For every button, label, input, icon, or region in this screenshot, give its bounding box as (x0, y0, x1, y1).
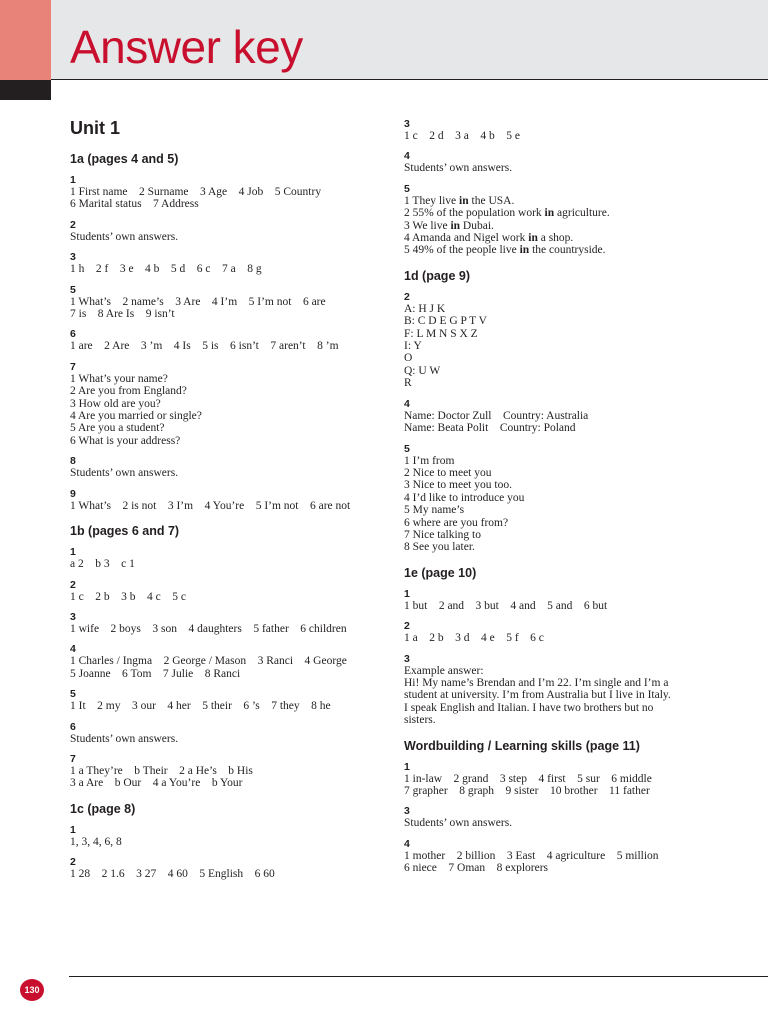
answer-line: 1 What’s 2 is not 3 I’m 4 You’re 5 I’m not 6 are not (70, 499, 351, 512)
section-heading: 1a (pages 4 and 5) (70, 152, 179, 166)
answer-line: 6 Marital status 7 Address (70, 198, 199, 211)
exercise-block (70, 284, 390, 321)
answer-line: 2 Are you from England? (70, 385, 187, 398)
section-heading: 1c (page 8) (70, 801, 136, 816)
exercise-number: 7 (70, 752, 76, 765)
answer-line: 3 How old are you? (70, 397, 161, 410)
answer-line: I speak English and Italian. I have two brothers but no (404, 701, 654, 714)
answer-line: 1 are 2 Are 3 ’m 4 Is 5 is 6 isn’t 7 aren’t 8 ’m (70, 340, 339, 353)
answer-line: 1 28 2 1.6 3 27 4 60 5 English 6 60 (70, 868, 275, 881)
answer-line: B: C D E G P T V (404, 315, 487, 328)
page-number-badge: 130 (20, 979, 44, 1001)
answer-line: A: H J K (404, 302, 446, 315)
exercise-number: 4 (404, 837, 410, 850)
answer-line: 7 Nice talking to (404, 528, 481, 541)
answer-line: Q: U W (404, 364, 441, 377)
answer-line: 4 I’d like to introduce you (404, 491, 525, 504)
answer-line: Students’ own answers. (70, 230, 179, 243)
answer-line: 1 but 2 and 3 but 4 and 5 and 6 but (404, 599, 608, 612)
exercise-block (70, 611, 390, 635)
exercise-block (404, 805, 744, 829)
answer-line: R (404, 377, 412, 390)
exercise-number: 2 (404, 620, 410, 633)
exercise-block (70, 688, 390, 712)
exercise-block (70, 753, 390, 790)
answer-line: 2 Nice to meet you (404, 466, 492, 479)
answer-line: Example answer: (404, 664, 484, 677)
answer-line: 5 Are you a student? (70, 422, 165, 435)
exercise-number: 3 (70, 610, 76, 623)
section-heading: Wordbuilding / Learning skills (page 11) (404, 738, 640, 753)
answer-line: 4 Amanda and Nigel work in a shop. (404, 232, 574, 245)
exercise-number: 2 (70, 578, 76, 591)
answer-line: 1 c 2 b 3 b 4 c 5 c (70, 590, 186, 603)
answer-line: 1 It 2 my 3 our 4 her 5 their 6 ’s 7 they 8 he (70, 700, 331, 713)
exercise-number: 1 (404, 760, 410, 773)
answer-line: Students’ own answers. (70, 732, 179, 745)
exercise-number: 2 (70, 218, 76, 231)
exercise-number: 1 (70, 174, 76, 186)
exercise-block (404, 118, 744, 142)
answer-line: Students’ own answers. (404, 162, 513, 175)
answer-line: F: L M N S X Z (404, 327, 478, 340)
answer-line: 1 First name 2 Surname 3 Age 4 Job 5 Country (70, 186, 322, 198)
exercise-block (70, 219, 390, 243)
exercise-block (70, 546, 390, 570)
answer-line: 1 mother 2 billion 3 East 4 agriculture 5 million (404, 849, 659, 862)
exercise-number: 9 (70, 487, 76, 500)
exercise-number: 3 (70, 251, 76, 264)
answer-line: 1 They live in the USA. (404, 194, 515, 207)
answer-line: 1 What’s your name? (70, 372, 168, 385)
footer-divider (69, 976, 768, 977)
answer-line: a 2 b 3 c 1 (70, 558, 135, 571)
exercise-block (404, 183, 744, 257)
exercise-number: 5 (70, 283, 76, 296)
answer-line: 6 where are you from? (404, 516, 509, 529)
answer-line: Students’ own answers. (70, 467, 179, 480)
answer-line: 1 a They’re b Their 2 a He’s b His (70, 764, 253, 777)
answer-line: Students’ own answers. (404, 817, 513, 830)
exercise-number: 6 (70, 328, 76, 341)
exercise-block (70, 579, 390, 603)
exercise-block (404, 398, 744, 435)
unit-heading: Unit 1 (70, 118, 121, 138)
exercise-block (70, 488, 390, 512)
exercise-number: 1 (404, 587, 410, 600)
exercise-block (70, 824, 390, 848)
exercise-number: 4 (404, 397, 410, 410)
exercise-block (404, 443, 744, 554)
answer-line: 3 Nice to meet you too. (404, 479, 512, 492)
answer-line: 7 grapher 8 graph 9 sister 10 brother 11 father (404, 785, 650, 797)
answer-line: 5 Joanne 6 Tom 7 Julie 8 Ranci (70, 667, 241, 680)
exercise-block (404, 291, 744, 390)
exercise-number: 3 (404, 118, 410, 130)
exercise-number: 4 (404, 150, 410, 163)
answer-line: 1 I’m from (404, 454, 455, 467)
exercise-number: 5 (70, 688, 76, 701)
section-heading: 1d (page 9) (404, 268, 470, 283)
answer-line: 3 a Are b Our 4 a You’re b Your (70, 777, 243, 790)
exercise-number: 1 (70, 823, 76, 836)
exercise-number: 4 (70, 643, 76, 656)
exercise-number: 7 (70, 360, 76, 373)
exercise-block (404, 588, 744, 612)
answer-line: 2 55% of the population work in agriculture. (404, 207, 610, 220)
exercise-block (404, 761, 744, 798)
answer-line: Name: Beata Polit Country: Poland (404, 422, 576, 435)
answer-line: 1, 3, 4, 6, 8 (70, 835, 122, 848)
exercise-block (404, 620, 744, 644)
answer-line: 6 niece 7 Oman 8 explorers (404, 862, 549, 875)
exercise-number: 8 (70, 455, 76, 468)
exercise-block (70, 643, 390, 680)
left-column (70, 116, 390, 889)
answer-line: 1 in-law 2 grand 3 step 4 first 5 sur 6 middle (404, 772, 652, 785)
exercise-block (70, 328, 390, 352)
section-heading: 1b (pages 6 and 7) (70, 524, 180, 539)
answer-line: 6 What is your address? (70, 434, 181, 447)
answer-line: Name: Doctor Zull Country: Australia (404, 409, 589, 422)
answer-line: I: Y (404, 340, 422, 353)
answer-line: 1 What’s 2 name’s 3 Are 4 I’m 5 I’m not 6 are (70, 295, 326, 308)
header-pink-block (0, 0, 51, 80)
exercise-number: 3 (404, 652, 410, 665)
exercise-number: 6 (70, 720, 76, 733)
answer-line: 1 c 2 d 3 a 4 b 5 e (404, 130, 520, 142)
page-title: Answer key (70, 21, 303, 73)
answer-line: 5 49% of the people live in the countryside. (404, 244, 606, 257)
answer-line: Hi! My name’s Brendan and I’m 22. I’m single and I’m a (404, 676, 669, 689)
answer-line: 1 h 2 f 3 e 4 b 5 d 6 c 7 a 8 g (70, 263, 262, 276)
answer-line: 1 Charles / Ingma 2 George / Mason 3 Ranci 4 George (70, 655, 347, 668)
exercise-number: 3 (404, 805, 410, 818)
exercise-block (70, 721, 390, 745)
answer-line: 1 a 2 b 3 d 4 e 5 f 6 c (404, 632, 544, 645)
answer-line: 1 wife 2 boys 3 son 4 daughters 5 father 6 children (70, 622, 347, 635)
answer-line: 4 Are you married or single? (70, 410, 202, 423)
exercise-block (70, 174, 390, 211)
answer-line: 8 See you later. (404, 541, 475, 554)
exercise-block (404, 150, 744, 174)
exercise-number: 5 (404, 182, 410, 195)
exercise-number: 5 (404, 442, 410, 455)
exercise-block (70, 856, 390, 880)
answer-line: O (404, 352, 413, 365)
section-heading: 1e (page 10) (404, 565, 477, 580)
exercise-block (70, 361, 390, 447)
answer-line: student at university. I’m from Australia but I live in Italy. (404, 689, 671, 702)
header-divider (51, 79, 768, 80)
answer-line: 5 My name’s (404, 504, 465, 517)
answer-line: 7 is 8 Are Is 9 isn’t (70, 308, 175, 321)
header-black-block (0, 80, 51, 100)
right-column (404, 118, 744, 883)
exercise-number: 2 (404, 290, 410, 303)
exercise-number: 2 (70, 856, 76, 869)
exercise-number: 1 (70, 546, 76, 559)
exercise-block (70, 455, 390, 479)
exercise-block (70, 251, 390, 275)
exercise-block (404, 653, 744, 727)
exercise-block (404, 838, 744, 875)
answer-line: 3 We live in Dubai. (404, 219, 494, 232)
answer-line: sisters. (404, 714, 436, 727)
